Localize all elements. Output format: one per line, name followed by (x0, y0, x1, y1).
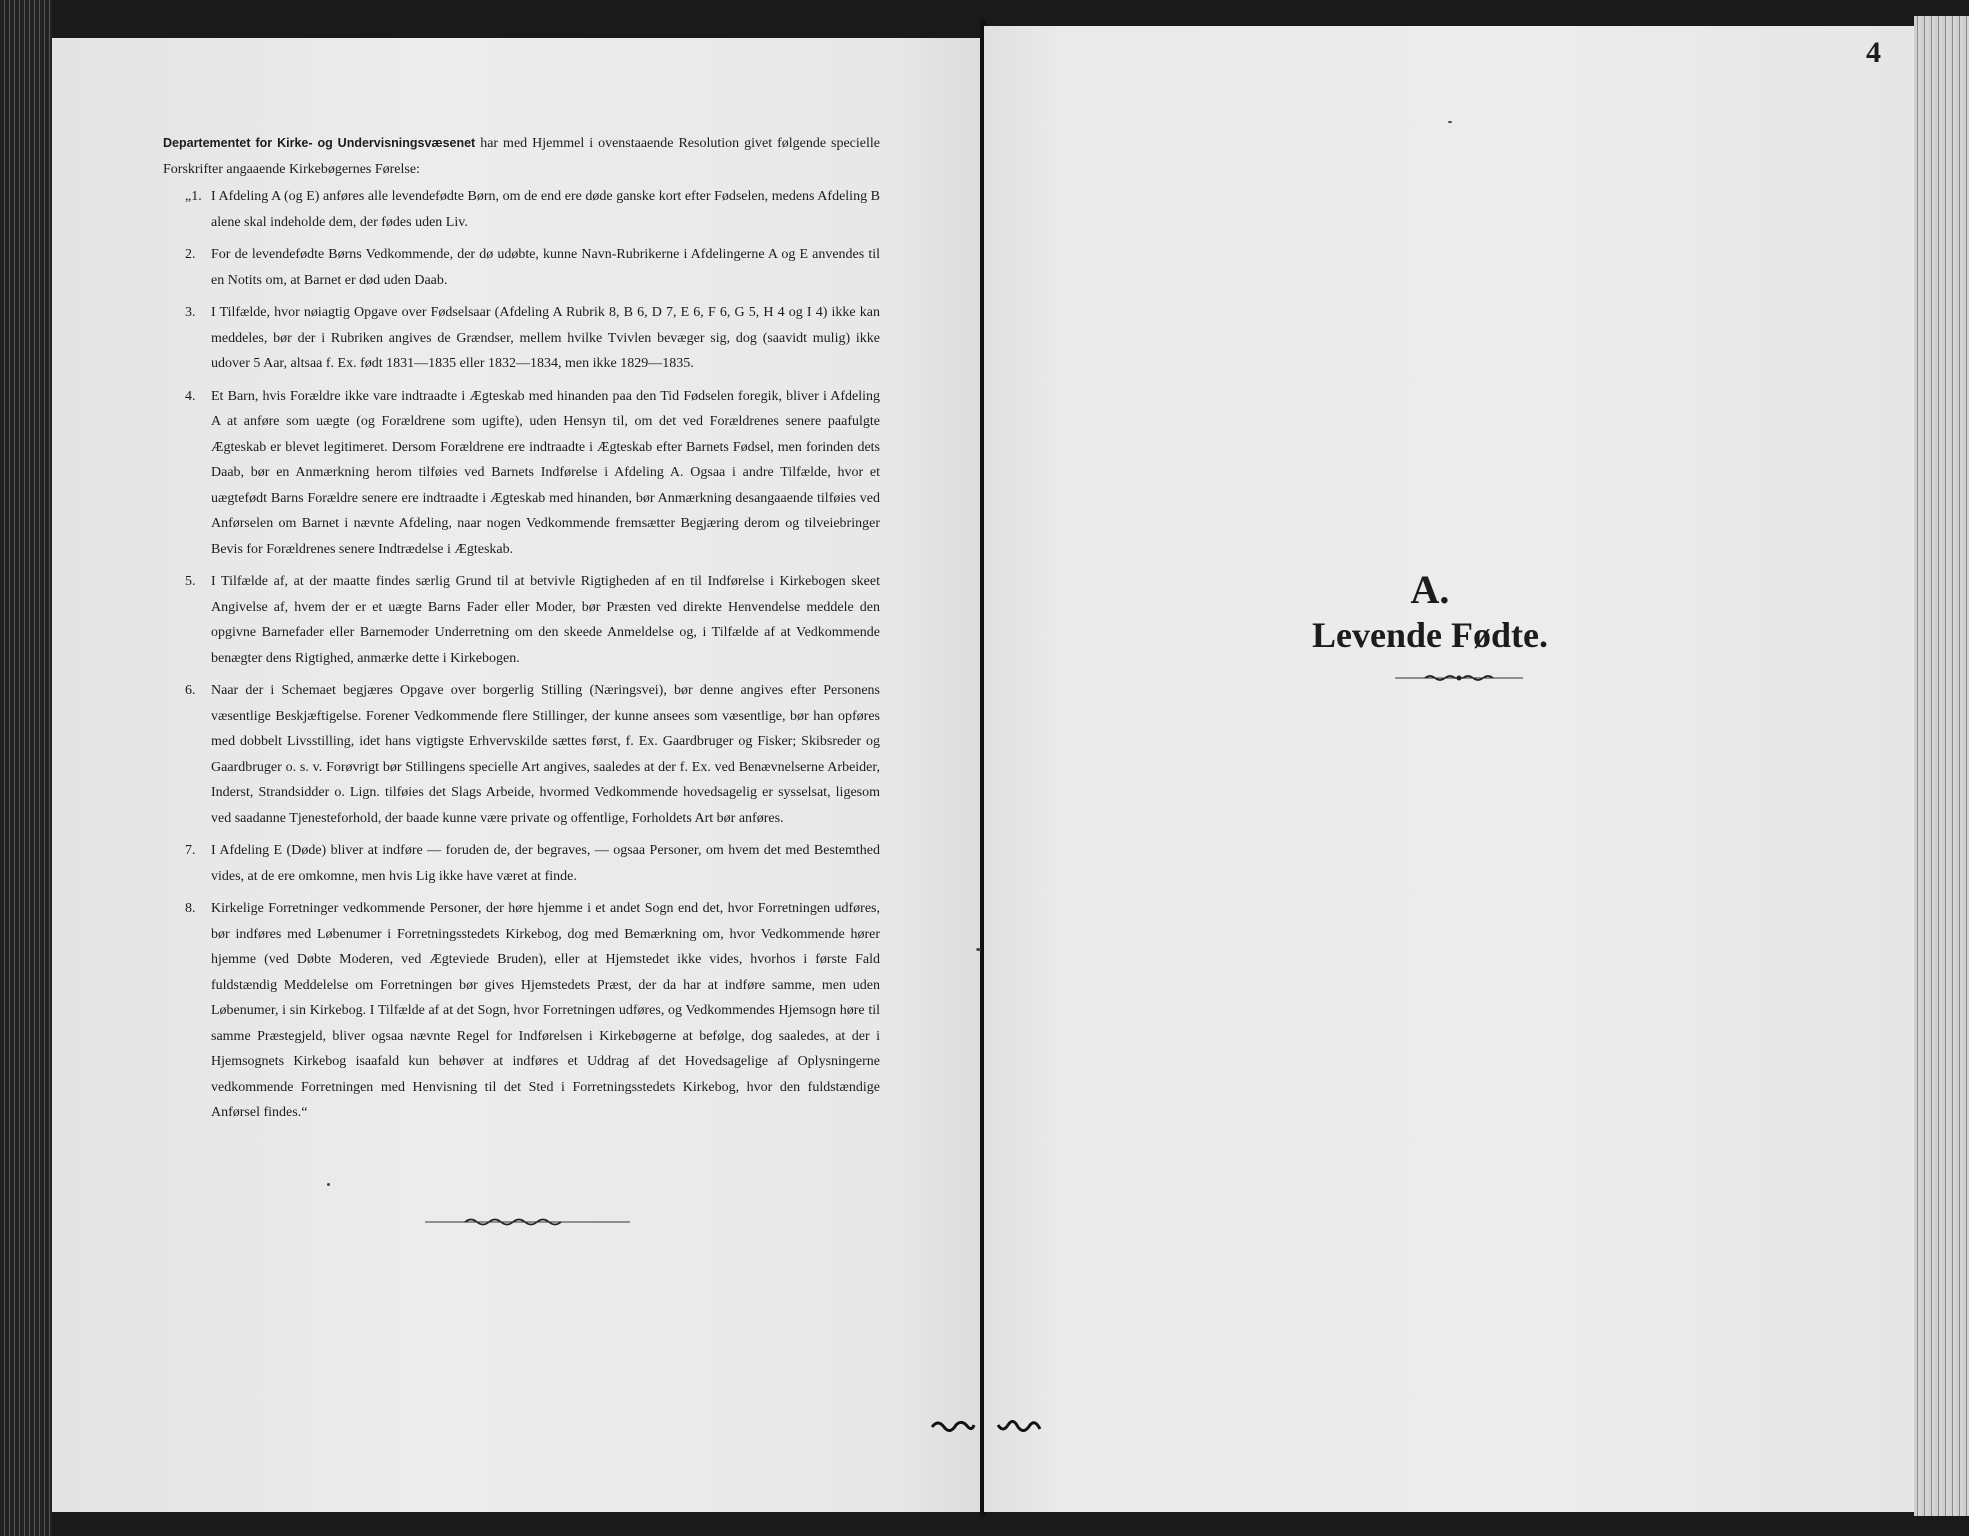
rule-item (163, 242, 880, 293)
rule-number: 7. (185, 843, 196, 858)
ornamental-divider-right (1395, 673, 1523, 683)
rule-number: 3. (185, 305, 196, 320)
rule-number: 6. (185, 683, 196, 698)
paper-speck (327, 1183, 330, 1186)
paper-speck (976, 948, 981, 951)
rule-item (163, 838, 880, 889)
right-page (984, 26, 1914, 1512)
section-letter: A. (1410, 567, 1450, 612)
ornamental-divider-left (425, 1217, 630, 1227)
intro-paragraph (163, 131, 880, 182)
rule-item (163, 384, 880, 563)
rule-text: Naar der i Schemaet begjæres Opgave over borgerlig Stilling (Næringsvei), bør denne angives efter Personens væsentlige Beskjæftigelse. Forener Vedkommende flere Stillinger, der kunne ansees som væsentlige, bør han opføres med dobbelt Livsstilling, idet hans vigtigste Erhvervskilde sættes først, f. Ex. Gaardbruger og Fisker; Skibsreder og Gaardbruger o. s. v. Forøvrigt bør Stillingens specielle Art angives, saaledes at der f. Ex. ved Benævnelserne Arbeider, Inderst, Strandsidder o. Lign. tilføies det Slags Arbeide, hvormed Vedkommende hovedsagelig er sysselsat, ligesom ved saadanne Tjenesteforhold, der baade kunne være private og offentlige, Forholdets Art bør anføres. (211, 683, 880, 826)
rule-text: For de levendefødte Børns Vedkommende, der dø udøbte, kunne Navn-Rubrikerne i Afdelingerne A og E anvendes til en Notits om, at Barnet er død uden Daab. (211, 247, 880, 288)
ink-stamp-mark (996, 1417, 1042, 1435)
rule-item (163, 569, 880, 671)
rule-number: 2. (185, 247, 196, 262)
ink-stamp-mark (930, 1417, 976, 1435)
rule-item (163, 300, 880, 377)
rule-number: 8. (185, 901, 196, 916)
rule-text: I Tilfælde, hvor nøiagtig Opgave over Fødselsaar (Afdeling A Rubrik 8, B 6, D 7, E 6, F 6, G 5, H 4 og I 4) ikke kan meddeles, bør der i Rubriken angives de Grændser, mellem hvilke Tvivlen bevæger sig, dog (saavidt mulig) ikke udover 5 Aar, altsaa f. Ex. født 1831—1835 eller 1832—1834, men ikke 1829—1835. (211, 305, 880, 371)
rule-number: 5. (185, 574, 196, 589)
rules-list (163, 184, 880, 1133)
section-title: Levende Fødte. (1312, 615, 1548, 655)
rule-number: „1. (185, 189, 202, 204)
rule-number: 4. (185, 388, 196, 404)
rule-text: I Afdeling E (Døde) bliver at indføre — foruden de, der begraves, — ogsaa Personer, om hvem det med Bestemthed vides, at de ere omkomne, men hvis Lig ikke have været at finde. (211, 843, 880, 884)
rule-item (163, 184, 880, 235)
department-name: Departementet for Kirke- og Undervisningsvæsenet (163, 136, 476, 150)
rule-text: Et Barn, hvis Forældre ikke vare indtraadte i Ægteskab med hinanden paa den Tid Fødselen foregik, bliver i Afdeling A at anføre som uægte (og Forældrene som ugifte), uden Hensyn til, om det ved Forældrenes senere paafulgte Ægteskab er blevet legitimeret. Dersom Forældrene ere indtraadte i Ægteskab efter Barnets Fødsel, men forinden dets Daab, bør en Anmærkning herom tilføies ved Barnets Indførelse i Afdeling A. Ogsaa i andre Tilfælde, hvor et uægtefødt Barns Forældre senere ere indtraadte i Ægteskab med hinanden, bør Anmærkning desangaaende tilføies ved Anførselen om Barnet i nævnte Afdeling, naar nogen Vedkommende fremsætter Begjæring derom og tilveiebringer Bevis for Forældrenes senere Indtrædelse i Ægteskab. (211, 388, 880, 557)
rule-text: I Tilfælde af, at der maatte findes særlig Grund til at betvivle Rigtigheden af en til Indførelse i Kirkebogen skeet Angivelse af, hvem der er et uægte Barns Fader eller Moder, bør Præsten ved direkte Henvendelse meddele den opgivne Barnefader eller Barnemoder Underretning om den skeede Anmeldelse og, i Tilfælde af at Vedkommende benægter dens Rigtighed, anmærke dette i Kirkebogen. (211, 574, 880, 666)
rule-text: I Afdeling A (og E) anføres alle levendefødte Børn, om de end ere døde ganske kort efter Fødselen, medens Afdeling B alene skal indeholde dem, der fødes uden Liv. (211, 189, 880, 230)
paper-speck (1448, 121, 1452, 123)
intro-text: har med Hjemmel i ovenstaaende Resolution givet følgende specielle Forskrifter angaaende Kirkebøgernes Førelse: (163, 136, 880, 177)
rule-item (163, 678, 880, 831)
rule-text: Kirkelige Forretninger vedkommende Personer, der høre hjemme i et andet Sogn end det, hvor Forretningen udføres, bør indføres med Løbenumer i Forretningsstedets Kirkebog, dog med Bemærkning om, hvor Vedkommende hører hjemme (ved Døbte Moderen, ved Ægteviede Bruden), eller at Hjemstedet ikke vides, hvorhos i første Fald fuldstændig Meddelelse om Forretningen bør gives Hjemstedets Præst, der da har at indføre samme, men uden Løbenumer, i sin Kirkebog. I Tilfælde af at det Sogn, hvor Forretningen udføres, og Vedkommendes Hjemsogn høre til samme Præstegjeld, bliver ogsaa nævnte Regel for Indførelsen i Kirkebøgerne at befølge, dog saaledes, at der i Hjemsognets Kirkebog isaafald kun behøver at indføres et Uddrag af det Hovedsagelige af Oplysningerne vedkommende Forretningen med Henvisning til det Sted i Forretningsstedets Kirkebog, hvor den fuldstændige Anførsel findes.“ (211, 901, 880, 1120)
book-edge-right (1914, 16, 1969, 1516)
rule-item (163, 896, 880, 1126)
page-number: 4 (1866, 36, 1881, 69)
book-edge-left (0, 0, 52, 1536)
